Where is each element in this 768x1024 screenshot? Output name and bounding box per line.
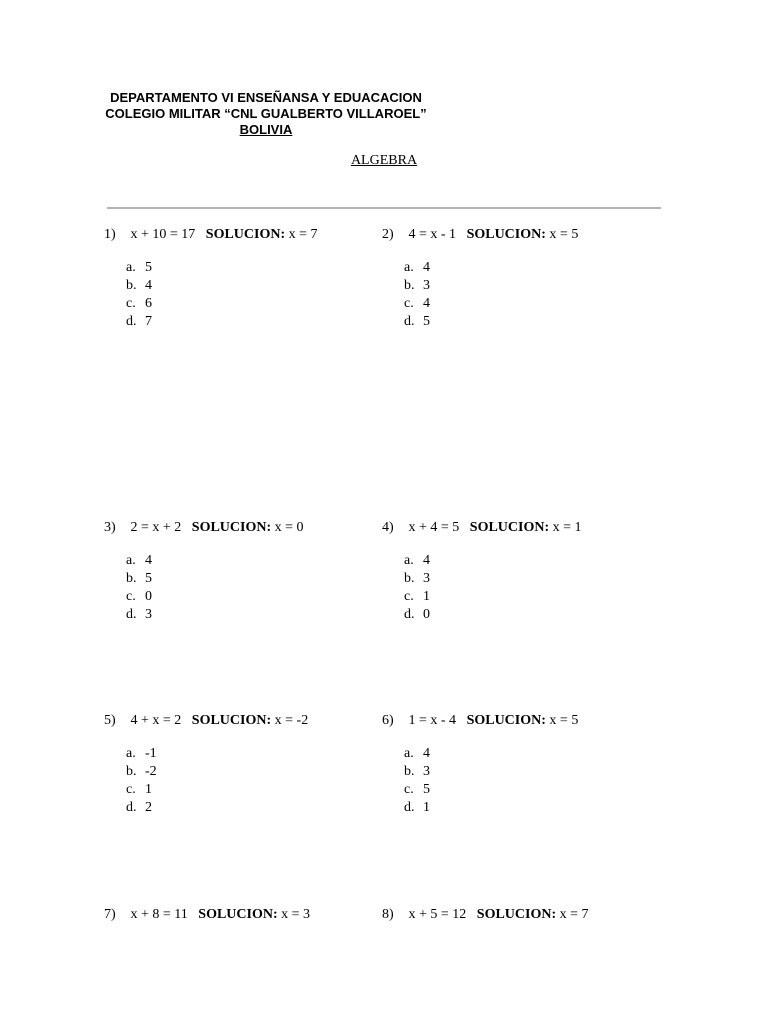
answer-option [404,799,578,817]
question-number: 3) [104,520,116,535]
answer-option [126,277,318,295]
option-value: 4 [423,296,430,311]
solution-value: x = 5 [549,227,579,242]
question-equation: x + 10 = 17 [130,227,196,242]
solution-label: SOLUCION: [191,520,272,535]
solution-label: SOLUCION: [466,713,546,728]
option-letter: c. [126,296,136,311]
question-equation: x + 4 = 5 [408,520,460,535]
option-value: 5 [145,571,152,586]
option-value: 4 [145,278,152,293]
question-number: 8) [382,907,394,922]
answer-option [404,781,578,799]
question-line [382,519,582,537]
answer-option [126,552,304,570]
question-number: 6) [382,713,394,728]
option-value: 2 [145,800,152,815]
solution-value: x = 7 [288,227,318,242]
option-value: 5 [145,260,152,275]
option-letter: b. [404,278,415,293]
solution-label: SOLUCION: [191,713,272,728]
solution-value: x = 3 [281,907,311,922]
question-number: 5) [104,713,116,728]
answer-option [404,259,578,277]
answer-options [404,259,578,331]
option-letter: b. [404,571,415,586]
option-value: 3 [423,571,430,586]
header-divider [107,207,661,209]
option-letter: c. [404,782,414,797]
question-6 [382,712,578,817]
answer-option [404,588,582,606]
option-letter: d. [404,607,415,622]
answer-option [126,745,308,763]
question-line [382,226,578,244]
question-2 [382,226,578,331]
option-letter: d. [126,800,137,815]
answer-options [126,552,304,624]
answer-option [404,745,578,763]
option-value: 1 [145,782,152,797]
option-letter: b. [126,571,137,586]
question-equation: 2 = x + 2 [130,520,182,535]
answer-option [404,570,582,588]
question-number: 7) [104,907,116,922]
option-value: 3 [423,278,430,293]
answer-options [404,745,578,817]
option-value: 3 [145,607,152,622]
question-equation: 4 + x = 2 [130,713,182,728]
question-line [104,226,318,244]
option-value: 5 [423,314,430,329]
option-letter: b. [404,764,415,779]
solution-label: SOLUCION: [466,227,546,242]
question-equation: x + 5 = 12 [408,907,467,922]
question-equation: x + 8 = 11 [130,907,188,922]
question-7 [104,906,310,924]
option-value: 4 [423,553,430,568]
option-letter: d. [126,314,137,329]
option-value: 0 [423,607,430,622]
answer-option [404,763,578,781]
option-letter: a. [404,553,414,568]
answer-option [404,313,578,331]
solution-label: SOLUCION: [198,907,278,922]
question-equation: 1 = x - 4 [408,713,457,728]
option-value: 1 [423,800,430,815]
option-letter: a. [404,746,414,761]
answer-option [404,295,578,313]
option-letter: b. [126,278,137,293]
question-line [382,712,578,730]
option-value: 5 [423,782,430,797]
solution-label: SOLUCION: [205,227,286,242]
answer-option [126,313,318,331]
answer-options [126,259,318,331]
option-letter: d. [404,800,415,815]
solution-value: x = 0 [274,520,304,535]
question-line [104,712,308,730]
solution-label: SOLUCION: [469,520,550,535]
solution-value: x = 5 [549,713,579,728]
option-value: 1 [423,589,430,604]
option-value: 4 [145,553,152,568]
option-value: -2 [145,764,157,779]
question-equation: 4 = x - 1 [408,227,457,242]
option-letter: d. [126,607,137,622]
question-number: 2) [382,227,394,242]
option-value: 4 [423,260,430,275]
option-value: 4 [423,746,430,761]
document-header [96,90,436,138]
answer-option [126,799,308,817]
option-value: 0 [145,589,152,604]
country-line: BOLIVIA [239,122,293,137]
question-5 [104,712,308,817]
question-8 [382,906,589,924]
option-value: 6 [145,296,152,311]
answer-option [126,588,304,606]
answer-options [404,552,582,624]
answer-option [404,606,582,624]
option-letter: d. [404,314,415,329]
school-line: COLEGIO MILITAR “CNL GUALBERTO VILLAROEL” [105,106,427,121]
answer-option [126,781,308,799]
answer-option [126,295,318,313]
question-1 [104,226,318,331]
option-letter: c. [126,782,136,797]
option-letter: b. [126,764,137,779]
option-letter: a. [404,260,414,275]
option-value: 3 [423,764,430,779]
answer-option [126,606,304,624]
department-line: DEPARTAMENTO VI ENSEÑANSA Y EDUACACION [110,90,422,105]
solution-value: x = 1 [552,520,582,535]
answer-option [404,552,582,570]
option-value: 7 [145,314,152,329]
question-3 [104,519,304,624]
solution-value: x = 7 [559,907,589,922]
question-line [382,906,589,924]
answer-option [404,277,578,295]
question-line [104,906,310,924]
option-letter: c. [404,296,414,311]
option-value: -1 [145,746,157,761]
option-letter: c. [126,589,136,604]
option-letter: a. [126,746,136,761]
question-4 [382,519,582,624]
solution-label: SOLUCION: [476,907,557,922]
answer-option [126,259,318,277]
solution-value: x = -2 [274,713,309,728]
answer-option [126,763,308,781]
answer-option [126,570,304,588]
option-letter: a. [126,260,136,275]
option-letter: c. [404,589,414,604]
question-number: 1) [104,227,116,242]
option-letter: a. [126,553,136,568]
question-number: 4) [382,520,394,535]
subject-title: ALGEBRA [350,153,418,168]
question-line [104,519,304,537]
answer-options [126,745,308,817]
